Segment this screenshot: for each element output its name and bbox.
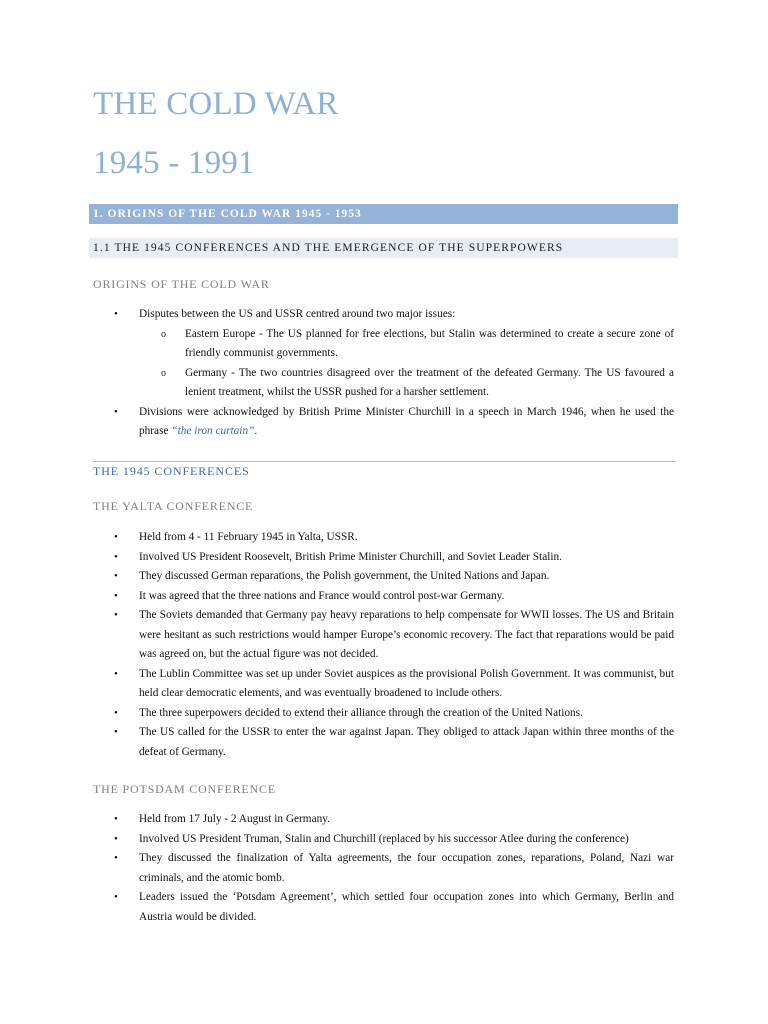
list-item-text: Held from 4 - 11 February 1945 in Yalta, USSR. [139,531,358,543]
list-item-text: It was agreed that the three nations and France would control post-war Germany. [139,589,505,602]
origins-sublist [139,325,674,403]
bullet-icon: • [114,570,118,582]
bullet-icon: • [114,531,118,543]
bullet-icon: • [114,813,118,825]
list-item-text: Divisions were acknowledged by British Prime Minister Churchill in a speech in March 1946, when he used the phrase [139,405,674,437]
bullet-icon: • [114,852,118,864]
circle-bullet-icon: o [161,367,166,379]
circle-bullet-icon: o [161,328,166,340]
bullet-icon: • [114,667,118,680]
list-item-text: They discussed German reparations, the Polish government, the United Nations and Japan. [139,570,550,582]
bullet-icon: • [114,550,118,563]
document-title: THE COLD WAR [93,86,339,122]
section-heading-bar: 1. ORIGINS OF THE COLD WAR 1945 - 1953 [89,204,678,224]
document-date-range: 1945 - 1991 [93,145,255,181]
bullet-icon: • [114,589,118,602]
subsection-heading-bar: 1.1 THE 1945 CONFERENCES AND THE EMERGENCE OF THE SUPERPOWERS [89,238,678,258]
bullet-icon: • [114,609,118,621]
bullet-icon: • [114,726,118,738]
potsdam-heading: THE POTSDAM CONFERENCE [93,782,276,796]
bullet-icon: • [114,308,118,320]
list-item-end: . [254,425,258,437]
list-item [0,587,768,607]
yalta-heading: THE YALTA CONFERENCE [93,499,254,513]
list-item [0,606,768,665]
list-item [0,810,768,830]
sub-list-item-text: Eastern Europe - The US planned for free elections, but Stalin was determined to create a secure zone of friendly communist governments. [185,327,674,359]
list-item [0,548,768,568]
bullet-icon: • [114,891,118,903]
list-item-text: Disputes between the US and USSR centred around two major issues: [139,308,456,320]
list-item [0,528,768,548]
sub-list-item [0,325,674,364]
bullet-icon: • [114,706,118,719]
list-item-text: The US called for the USSR to enter the war against Japan. They obliged to attack Japan within three months of the defeat of Germany. [139,726,674,758]
conferences-heading: THE 1945 CONFERENCES [93,464,250,478]
bullet-icon: • [114,405,118,418]
origins-list [0,305,768,442]
potsdam-list [0,810,768,927]
list-item-text: The Lublin Committee was set up under Soviet auspices as the provisional Polish Government. It was communist, but held clear democratic elements, and was eventually broadened to include others. [139,667,674,699]
list-item-text: Involved US President Roosevelt, British Prime Minister Churchill, and Soviet Leader Stalin. [139,550,562,563]
list-item-text: The Soviets demanded that Germany pay heavy reparations to help compensate for WWII losses. The US and Britain were hesitant as such restrictions would hamper Europe’s economic recovery. The fact that reparations would be paid was agreed on, but the actual figure was not decided. [139,609,674,660]
list-item [0,830,768,850]
list-item [0,305,768,403]
list-item [0,849,768,888]
yalta-list [0,528,768,762]
list-item [0,403,768,442]
list-item [0,704,768,724]
sub-list-item [0,364,674,403]
list-item [0,567,768,587]
list-item-text: Involved US President Truman, Stalin and Churchill (replaced by his successor Atlee during the conference) [139,832,629,845]
list-item-text: Held from 17 July - 2 August in Germany. [139,813,330,825]
origins-heading: ORIGINS OF THE COLD WAR [93,277,270,291]
list-item-text: The three superpowers decided to extend their alliance through the creation of the United Nations. [139,706,583,719]
iron-curtain-quote: “the iron curtain” [171,425,255,437]
list-item [0,723,768,762]
list-item-text: They discussed the finalization of Yalta agreements, the four occupation zones, reparations, Poland, Nazi war criminals, and the atomic bomb. [139,852,674,884]
list-item-text: Leaders issued the ‘Potsdam Agreement’, which settled four occupation zones into which Germany, Berlin and Austria would be divided. [139,891,674,923]
bullet-icon: • [114,832,118,845]
list-item [0,888,768,927]
section-divider [93,461,676,462]
sub-list-item-text: Germany - The two countries disagreed over the treatment of the defeated Germany. The US favoured a lenient treatment, whilst the USSR pushed for a harsher settlement. [185,366,674,398]
list-item [0,665,768,704]
